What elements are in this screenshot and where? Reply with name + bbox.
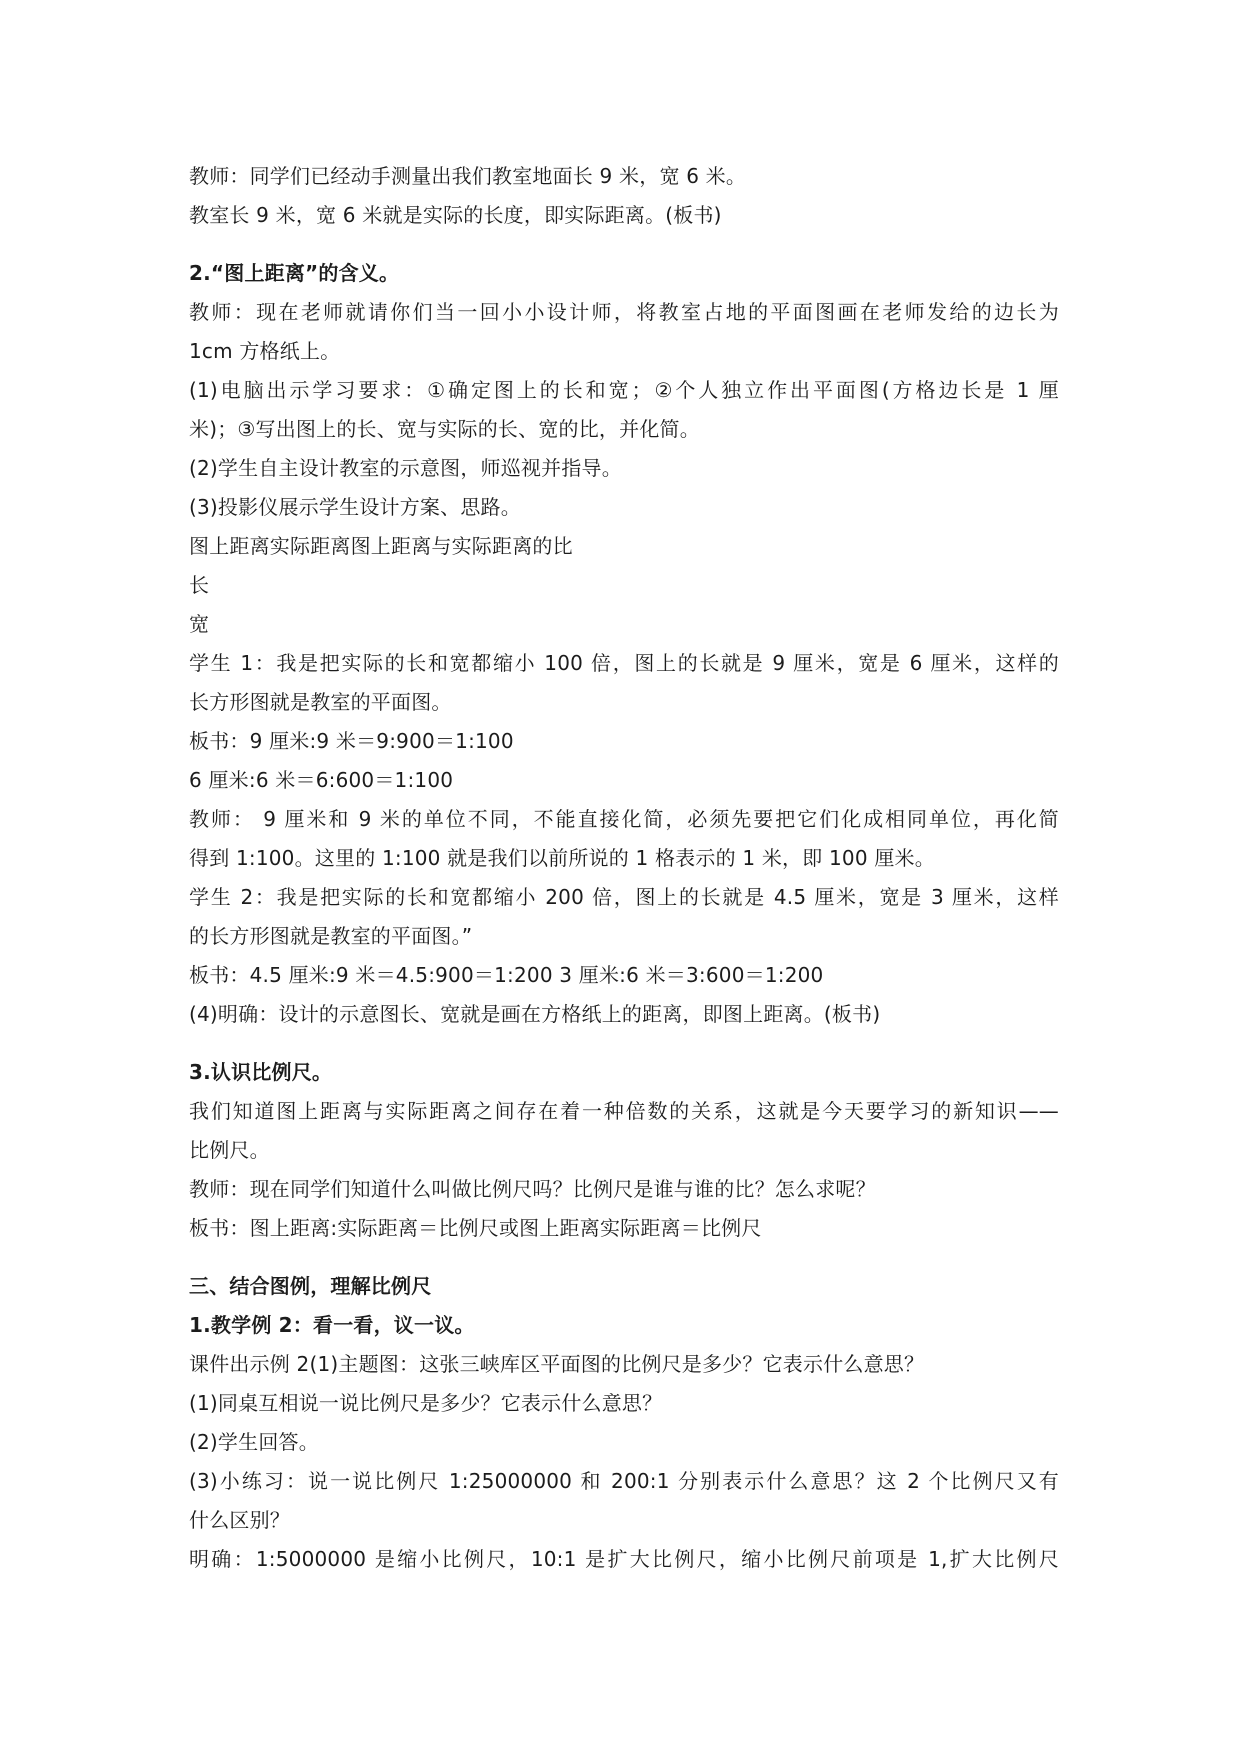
paragraph: (3)投影仪展示学生设计方案、思路。: [189, 495, 521, 519]
document-page: [189, 157, 1059, 1579]
section-heading: 2.“图上距离”的含义。: [189, 261, 400, 285]
paragraph: 米)；③写出图上的长、宽与实际的长、宽的比，并化简。: [189, 417, 700, 441]
table-row-label: 长: [189, 573, 210, 597]
paragraph: 得到 1:100。这里的 1:100 就是我们以前所说的 1 格表示的 1 米，即 100 厘米。: [189, 846, 935, 870]
paragraph: 1cm 方格纸上。: [189, 339, 341, 363]
paragraph: 教师：现在老师就请你们当一回小小设计师，将教室占地的平面图画在老师发给的边长为: [189, 300, 1059, 324]
paragraph: 什么区别？: [189, 1508, 290, 1532]
paragraph: (3)小练习：说一说比例尺 1:25000000 和 200:1 分别表示什么意思？这 2 个比例尺又有: [189, 1469, 1059, 1493]
paragraph: (2)学生自主设计教室的示意图，师巡视并指导。: [189, 456, 622, 480]
paragraph: 教师： 9 厘米和 9 米的单位不同，不能直接化简，必须先要把它们化成相同单位，再化简: [189, 807, 1059, 831]
board-writing: 板书：4.5 厘米:9 米＝4.5:900＝1:200 3 厘米:6 米＝3:600＝1:200: [189, 963, 824, 987]
table-row-label: 宽: [189, 612, 210, 636]
paragraph: 我们知道图上距离与实际距离之间存在着一种倍数的关系，这就是今天要学习的新知识——: [189, 1099, 1059, 1123]
subsection-heading: 1.教学例 2：看一看，议一议。: [189, 1313, 475, 1337]
paragraph: (4)明确：设计的示意图长、宽就是画在方格纸上的距离，即图上距离。(板书): [189, 1002, 881, 1026]
paragraph: (2)学生回答。: [189, 1430, 319, 1454]
paragraph: 学生 2：我是把实际的长和宽都缩小 200 倍，图上的长就是 4.5 厘米，宽是 3 厘米，这样: [189, 885, 1059, 909]
paragraph: (1)电脑出示学习要求：①确定图上的长和宽；②个人独立作出平面图(方格边长是 1 厘: [189, 378, 1059, 402]
paragraph: 的长方形图就是教室的平面图。”: [189, 924, 473, 948]
paragraph: 教室长 9 米，宽 6 米就是实际的长度，即实际距离。(板书): [189, 203, 722, 227]
section-heading: 三、结合图例，理解比例尺: [189, 1274, 432, 1298]
board-writing: 板书：9 厘米:9 米＝9:900＝1:100: [189, 729, 514, 753]
paragraph: 学生 1：我是把实际的长和宽都缩小 100 倍，图上的长就是 9 厘米，宽是 6 厘米，这样的: [189, 651, 1059, 675]
board-writing: 板书：图上距离:实际距离＝比例尺或图上距离实际距离＝比例尺: [189, 1216, 762, 1240]
paragraph: 教师：现在同学们知道什么叫做比例尺吗？比例尺是谁与谁的比？怎么求呢？: [189, 1177, 876, 1201]
paragraph: 长方形图就是教室的平面图。: [189, 690, 452, 714]
paragraph: 明确：1:5000000 是缩小比例尺，10:1 是扩大比例尺，缩小比例尺前项是 1,扩大比例尺: [189, 1547, 1059, 1571]
paragraph: (1)同桌互相说一说比例尺是多少？它表示什么意思？: [189, 1391, 663, 1415]
paragraph: 教师：同学们已经动手测量出我们教室地面长 9 米，宽 6 米。: [189, 164, 747, 188]
board-writing: 6 厘米:6 米＝6:600＝1:100: [189, 768, 454, 792]
section-heading: 3.认识比例尺。: [189, 1060, 333, 1084]
table-header-row: 图上距离实际距离图上距离与实际距离的比: [189, 534, 573, 558]
paragraph: 比例尺。: [189, 1138, 270, 1162]
paragraph: 课件出示例 2(1)主题图：这张三峡库区平面图的比例尺是多少？它表示什么意思？: [189, 1352, 925, 1376]
